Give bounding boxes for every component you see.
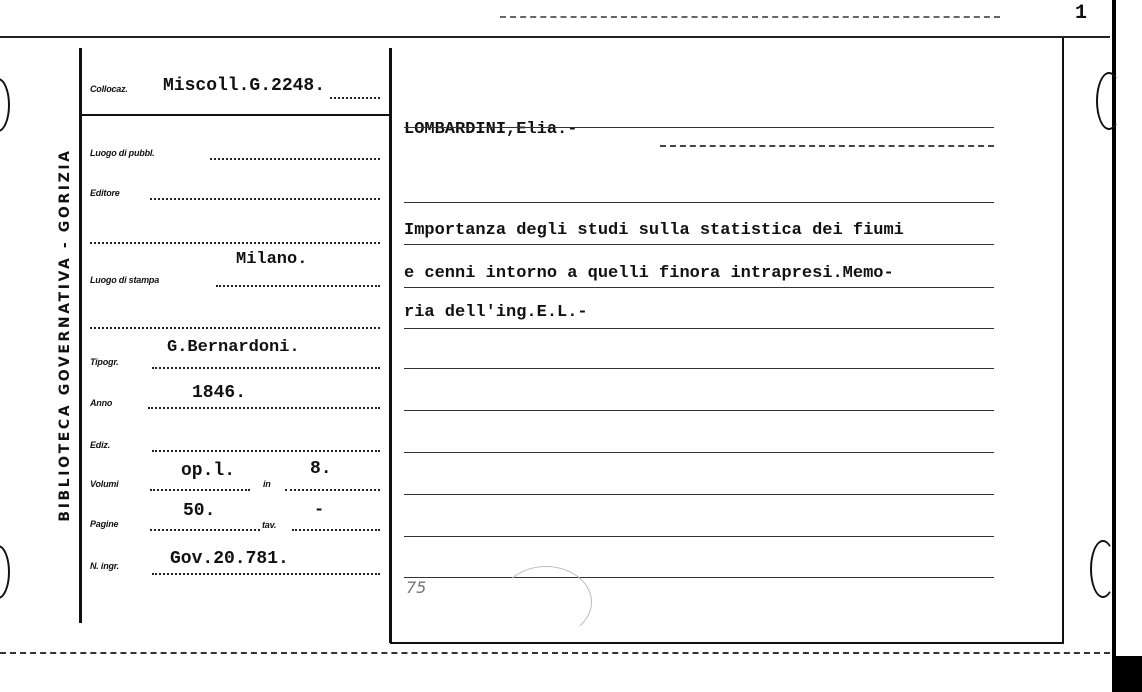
hole-mark-right-bottom — [1090, 540, 1116, 598]
volumi-label: Volumi — [90, 479, 119, 489]
rule-line-9 — [404, 536, 994, 537]
rule-line-1 — [404, 202, 994, 203]
luogo-pubbl-label: Luogo di pubbl. — [90, 148, 155, 158]
volumi-in-value: 8. — [310, 459, 332, 479]
left-column-rule — [79, 48, 82, 623]
entry-title-line-1: Importanza degli studi sulla statistica dei fiumi — [404, 221, 904, 240]
luogo-stampa-label: Luogo di stampa — [90, 275, 160, 285]
n-ingresso-value: Gov.20.781. — [170, 549, 289, 569]
volumi-value: op.l. — [181, 461, 236, 481]
page-number: 1 — [1075, 2, 1088, 25]
tipografo-label: Tipogr. — [90, 357, 119, 367]
faint-circle-mark — [500, 566, 592, 638]
pagine-tav-line — [292, 529, 380, 531]
rule-line-10 — [404, 577, 994, 578]
card-right-border — [1062, 38, 1064, 644]
card-bottom-border — [390, 642, 1062, 644]
handwritten-note: 75 — [406, 578, 427, 597]
author-underline — [404, 127, 994, 128]
hole-mark-left-bottom — [0, 545, 10, 599]
collocazione-value: Miscoll.G.2248. — [163, 76, 326, 96]
pagine-label: Pagine — [90, 519, 119, 529]
rule-line-5 — [404, 368, 994, 369]
luogo-stampa-value: Milano. — [236, 250, 308, 269]
middle-column-rule — [389, 48, 392, 643]
pagine-value: 50. — [183, 501, 216, 521]
volumi-in-line — [285, 489, 380, 491]
edizione-line — [152, 450, 380, 452]
rule-line-4 — [404, 328, 994, 329]
card-top-edge — [500, 16, 1000, 18]
collocazione-line — [330, 97, 380, 99]
entry-author: LOMBARDINI,Elia.- — [404, 120, 578, 139]
library-stamp: BIBLIOTECA GOVERNATIVA - GORIZIA — [57, 148, 73, 522]
editore-line — [150, 198, 380, 200]
hole-mark-left-top — [0, 78, 10, 132]
collocazione-label: Collocaz. — [90, 84, 128, 94]
volumi-in-label: in — [263, 479, 271, 489]
rule-line-3 — [404, 287, 994, 288]
card-top-border — [0, 36, 1110, 38]
luogo-pubbl-line — [210, 158, 380, 160]
entry-title-line-2: e cenni intorno a quelli finora intrapresi.Memo- — [404, 264, 894, 283]
luogo-stampa-line — [216, 285, 380, 287]
rule-line-8 — [404, 494, 994, 495]
anno-value: 1846. — [192, 383, 247, 403]
blank-line-2 — [90, 327, 380, 329]
hole-mark-right-top — [1096, 72, 1122, 130]
edizione-label: Ediz. — [90, 440, 111, 450]
anno-label: Anno — [90, 398, 113, 408]
collocazione-divider — [80, 114, 390, 116]
tipografo-line — [152, 367, 380, 369]
scan-corner — [1116, 656, 1142, 692]
n-ingresso-label: N. ingr. — [90, 561, 119, 571]
rule-line-6 — [404, 410, 994, 411]
card-bottom-edge — [0, 652, 1110, 654]
tipografo-value: G.Bernardoni. — [167, 338, 300, 357]
pagine-line — [150, 529, 260, 531]
rule-line-2 — [404, 244, 994, 245]
anno-line — [148, 407, 380, 409]
author-line-tail — [660, 145, 994, 147]
rule-line-7 — [404, 452, 994, 453]
pagine-tav-label: tav. — [262, 520, 277, 530]
editore-label: Editore — [90, 188, 120, 198]
pagine-tav-value: - — [314, 501, 325, 520]
entry-title-line-3: ria dell'ing.E.L.- — [404, 303, 588, 322]
volumi-line — [150, 489, 250, 491]
n-ingresso-line — [152, 573, 380, 575]
blank-line-1 — [90, 242, 380, 244]
